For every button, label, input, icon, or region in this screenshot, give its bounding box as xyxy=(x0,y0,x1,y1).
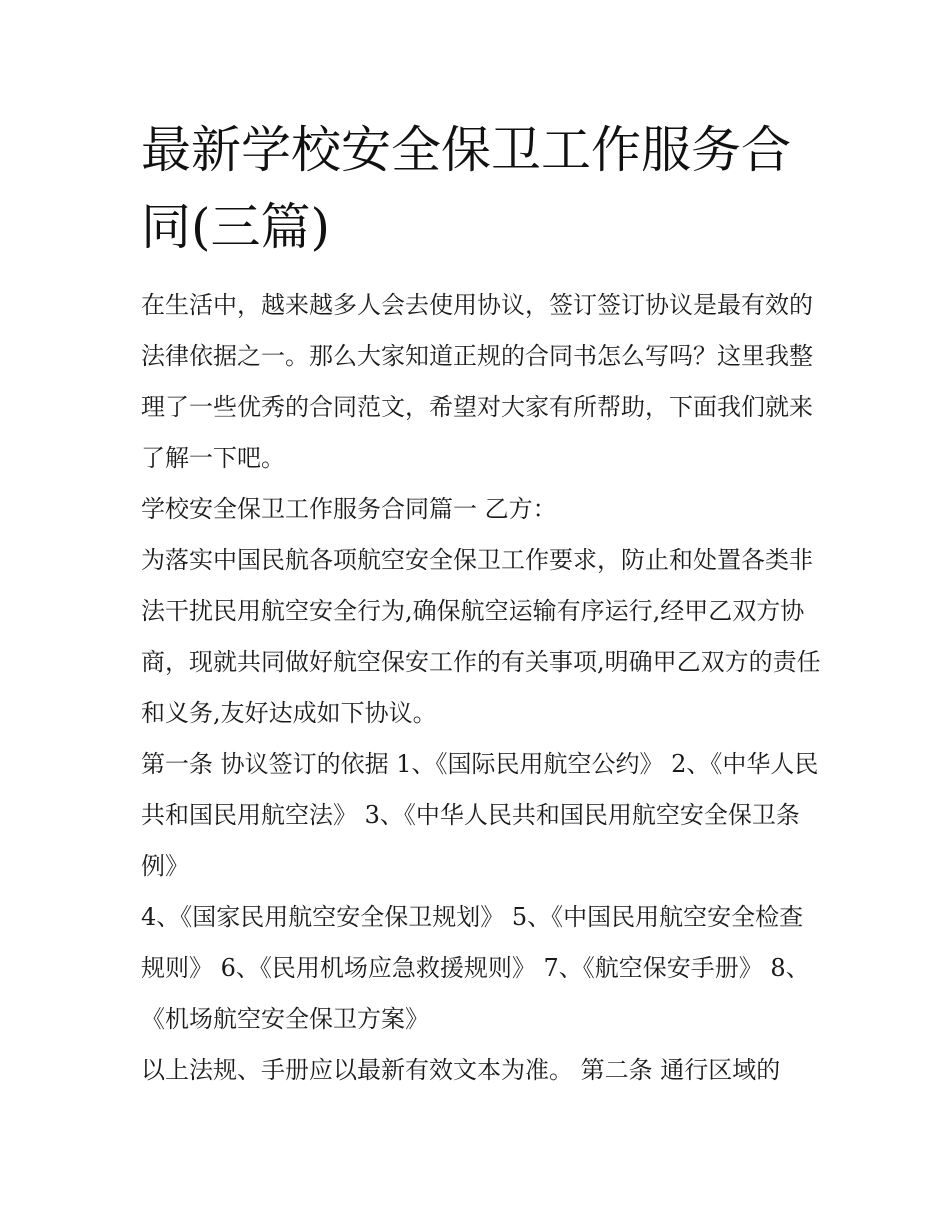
paragraph-regulations-list: 4、《国家民用航空安全保卫规划》 5、《中国民用航空安全检查规则》 6、《民用机场应急救援规则》 7、《航空保安手册》 8、《机场航空安全保卫方案》 xyxy=(141,903,810,1033)
paragraph-purpose: 为落实中国民航各项航空安全保卫工作要求，防止和处置各类非法干扰民用航空安全行为,确保航空运输有序运行,经甲乙双方协商，现就共同做好航空保安工作的有关事项,明确甲乙双方的责任和义务,友好达成如下协议。 xyxy=(141,546,821,727)
document-title: 最新学校安全保卫工作服务合同(三篇) xyxy=(141,121,791,256)
paragraph-article-two: 以上法规、手册应以最新有效文本为准。 第二条 通行区域的 xyxy=(141,1056,781,1084)
paragraph-contract-heading: 学校安全保卫工作服务合同篇一 乙方： xyxy=(141,495,557,523)
paragraph-article-one: 第一条 协议签订的依据 1、《国际民用航空公约》 2、《中华人民共和国民用航空法》 3、《中华人民共和国民用航空安全保卫条例》 xyxy=(141,750,819,880)
paragraph-intro: 在生活中，越来越多人会去使用协议，签订签订协议是最有效的法律依据之一。那么大家知道正规的合同书怎么写吗？这里我整理了一些优秀的合同范文，希望对大家有所帮助，下面我们就来了解一下吧。 xyxy=(141,291,813,472)
document-body xyxy=(141,112,821,1096)
